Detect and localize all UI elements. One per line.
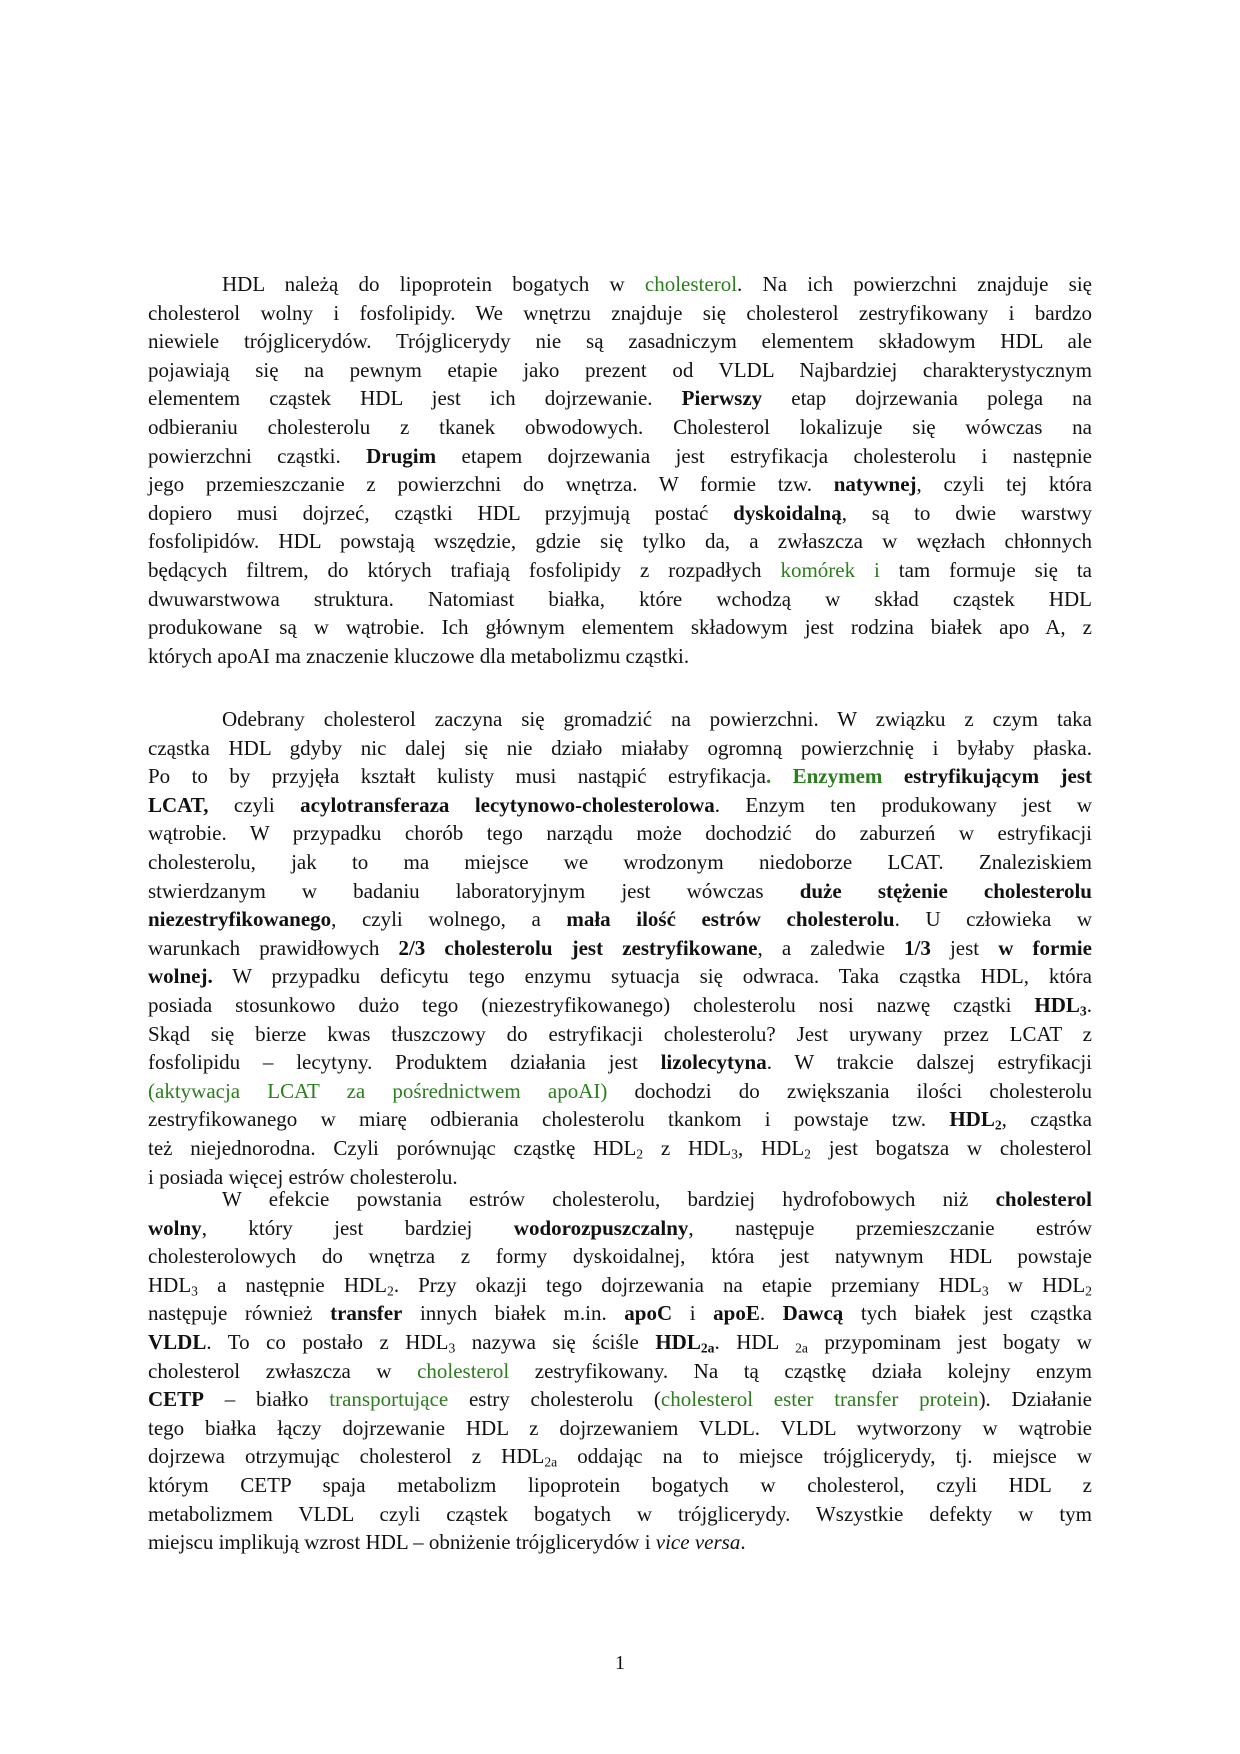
text-segment: 3 <box>981 1283 989 1299</box>
text-segment: . Enzym ten produkowany jest w <box>714 792 1093 817</box>
bold-text: w formie <box>998 935 1092 960</box>
text-line <box>148 1299 1092 1328</box>
text-segment: 2 <box>636 1146 644 1162</box>
text-segment: estry cholesterolu ( <box>448 1387 661 1412</box>
text-line <box>148 848 1092 877</box>
text-segment: ). Działanie <box>978 1387 1093 1412</box>
text-segment: jest bogatsza w cholesterol <box>810 1135 1092 1160</box>
text-segment: . <box>1086 992 1092 1017</box>
text-line <box>148 734 1092 763</box>
text-segment: 2a <box>544 1454 558 1470</box>
text-line <box>148 1385 1092 1414</box>
text-line <box>148 1214 1092 1243</box>
text-segment: pojawiają się na pewnym etapie jako prezent od VLDL Najbardziej charakterystycznym <box>148 357 1092 382</box>
text-segment: 2a <box>700 1340 715 1356</box>
text-segment: , czyli tej która <box>916 472 1092 497</box>
text-line <box>148 1328 1092 1357</box>
text-line <box>148 1471 1092 1500</box>
text-line <box>148 1105 1092 1134</box>
text-segment: HDL <box>148 1272 192 1297</box>
text-line <box>148 1357 1092 1386</box>
text-segment: warunkach prawidłowych <box>148 935 399 960</box>
text-segment: . W trakcie dalszej estryfikacji <box>766 1050 1092 1075</box>
text-segment: dochodzi do zwiększania ilości cholesterolu <box>607 1078 1092 1103</box>
text-segment: następuje również <box>148 1301 331 1326</box>
text-segment: , następuje przemieszczanie estrów <box>688 1215 1092 1240</box>
text-segment: W przypadku deficytu tego enzymu sytuacja się odwraca. Taka cząstka HDL, która <box>212 964 1092 989</box>
text-segment: elementem cząstek HDL jest ich dojrzewanie. <box>148 386 682 411</box>
text-line <box>148 1185 1092 1214</box>
text-segment: cholesterolu, jak to ma miejsce we wrodzonym niedoborze LCAT. Znaleziskiem <box>148 849 1092 874</box>
paragraph-esterification <box>148 705 1092 1191</box>
text-segment: w HDL <box>988 1272 1086 1297</box>
text-segment: 3 <box>731 1146 738 1162</box>
text-line <box>148 1077 1092 1106</box>
bold-text: Pierwszy <box>681 386 763 411</box>
text-line <box>148 1271 1092 1300</box>
text-line <box>148 585 1092 614</box>
text-segment: cholesterol wolny i fosfolipidy. We wnętrzu znajduje się cholesterol zestryfikowany i bardzo <box>148 300 1092 325</box>
highlighted-text: cholesterol <box>417 1358 510 1383</box>
bold-text: apoC <box>624 1301 673 1326</box>
text-line <box>148 819 1092 848</box>
text-segment: Odebrany cholesterol zaczyna się gromadzić na powierzchni. W związku z czym taka <box>222 707 1092 731</box>
text-segment: powierzchni cząstki. <box>148 443 367 468</box>
text-segment: 2 <box>1085 1283 1092 1299</box>
text-segment: 2 <box>804 1146 811 1162</box>
highlighted-text: (aktywacja LCAT za pośrednictwem apoAI) <box>148 1078 608 1103</box>
text-line <box>148 384 1092 413</box>
text-line <box>148 613 1092 642</box>
text-segment: nazywa się ściśle <box>455 1329 656 1354</box>
text-segment: , a zaledwie <box>757 935 905 960</box>
text-line <box>148 556 1092 585</box>
text-segment: będących filtrem, do których trafiają fosfolipidy z rozpadłych <box>148 557 781 582</box>
text-segment: 2 <box>386 1283 394 1299</box>
text-segment <box>882 764 903 788</box>
text-segment: innych białek m.in. <box>402 1301 625 1326</box>
text-line <box>148 442 1092 471</box>
text-segment: Skąd się bierze kwas tłuszczowy do estryfikacji cholesterolu? Jest urywany przez LCAT z <box>148 1021 1092 1046</box>
text-segment: też niejednorodna. Czyli porównując cząstkę HDL <box>148 1135 637 1160</box>
text-segment: i posiada więcej estrów cholesterolu. <box>148 1164 458 1189</box>
bold-text: HDL <box>655 1329 701 1354</box>
text-line <box>148 356 1092 385</box>
text-segment: fosfolipidu – lecytyny. Produktem działania jest <box>148 1050 661 1075</box>
text-segment: czyli <box>208 792 301 817</box>
text-segment: , czyli wolnego, a <box>331 907 567 932</box>
text-segment: jego przemieszczanie z powierzchni do wnętrza. W formie tzw. <box>148 472 834 497</box>
text-line <box>148 499 1092 528</box>
text-segment: a następnie HDL <box>198 1272 387 1297</box>
text-line <box>148 877 1092 906</box>
text-segment: . <box>740 1530 746 1555</box>
highlighted-text: cholesterol ester transfer protein <box>660 1387 979 1412</box>
text-segment: zestryfikowanego w miarę odbierania cholesterolu tkankom i powstaje tzw. <box>148 1107 950 1132</box>
text-line <box>148 762 1092 791</box>
text-segment: i <box>672 1301 714 1326</box>
text-line <box>148 934 1092 963</box>
text-segment: dwuwarstwowa struktura. Natomiast białka, które wchodzą w skład cząstek HDL <box>148 586 1092 611</box>
text-segment: jest <box>930 935 999 960</box>
text-segment: . Przy okazji tego dojrzewania na etapie przemiany HDL <box>393 1272 982 1297</box>
text-segment: produkowane są w wątrobie. Ich głównym elementem składowym jest rodzina białek apo A, z <box>148 615 1092 640</box>
highlighted-text: transportujące <box>329 1387 449 1412</box>
bold-text: niezestryfikowanego <box>148 907 332 932</box>
text-line <box>148 705 1092 734</box>
bold-text: estryfikującym jest <box>903 764 1092 789</box>
text-line <box>148 413 1092 442</box>
highlighted-text: komórek i <box>780 557 880 582</box>
text-line <box>148 299 1092 328</box>
highlighted-text: . Enzymem <box>765 764 883 789</box>
text-segment: przypominam jest bogaty w <box>807 1329 1092 1354</box>
text-segment: 3 <box>1079 1003 1087 1019</box>
bold-text: wolny <box>148 1215 202 1240</box>
text-segment: miejscu implikują wzrost HDL – obniżenie trójglicerydów i <box>148 1530 656 1555</box>
text-segment: , który jest bardziej <box>201 1215 514 1240</box>
bold-text: transfer <box>330 1301 403 1326</box>
text-segment: odbieraniu cholesterolu z tkanek obwodowych. Cholesterol lokalizuje się wówczas na <box>148 414 1092 439</box>
bold-text: wodorozpuszczalny <box>513 1215 689 1240</box>
bold-text: dyskoidalną <box>733 500 842 525</box>
text-segment: którym CETP spaja metabolizm lipoprotein bogatych w cholesterol, czyli HDL z <box>148 1472 1092 1497</box>
text-segment: niewiele trójglicerydów. Trójglicerydy nie są zasadniczym elementem składowym HDL ale <box>148 329 1092 354</box>
text-segment: W efekcie powstania estrów cholesterolu, bardziej hydrofobowych niż <box>222 1187 996 1211</box>
text-segment: posiada stosunkowo dużo tego (niezestryfikowanego) cholesterolu nosi nazwę cząstki <box>148 992 1035 1017</box>
text-line <box>148 1048 1092 1077</box>
bold-text: lizolecytyna <box>660 1050 767 1075</box>
bold-text: 2/3 cholesterolu jest zestryfikowane <box>398 935 758 960</box>
text-segment: – białko <box>204 1387 330 1412</box>
text-line <box>148 527 1092 556</box>
bold-text: HDL <box>1034 992 1080 1017</box>
bold-text: CETP <box>148 1387 205 1412</box>
text-segment: dopiero musi dojrzeć, cząstki HDL przyjmują postać <box>148 500 734 525</box>
text-segment: tego białka łączy dojrzewanie HDL z dojrzewaniem VLDL. VLDL wytworzony w wątrobie <box>148 1415 1092 1440</box>
text-segment: stwierdzanym w badaniu laboratoryjnym jest wówczas <box>148 878 800 903</box>
page-number: 1 <box>615 1652 625 1674</box>
bold-text: Dawcą <box>782 1301 844 1326</box>
text-line <box>148 1442 1092 1471</box>
text-segment: . Na ich powierzchni znajduje się <box>737 272 1092 296</box>
text-segment: cholesterol zwłaszcza w <box>148 1358 418 1383</box>
bold-text: 1/3 <box>904 935 931 960</box>
text-line <box>148 270 1092 299</box>
text-segment: metabolizmem VLDL czyli cząstek bogatych w trójglicerydy. Wszystkie defekty w tym <box>148 1501 1092 1526</box>
text-line <box>148 1500 1092 1529</box>
text-segment: . U człowieka w <box>894 907 1093 932</box>
text-segment: 3 <box>191 1283 198 1299</box>
text-segment: cholesterolowych do wnętrza z formy dyskoidalnej, która jest natywnym HDL powstaje <box>148 1244 1092 1269</box>
text-segment: zestryfikowany. Na tą cząstkę działa kolejny enzym <box>509 1358 1092 1383</box>
text-line <box>148 1528 1092 1557</box>
text-segment: fosfolipidów. HDL powstają wszędzie, gdzie się tylko da, a zwłaszcza w węzłach chłonnych <box>148 529 1092 554</box>
highlighted-text: cholesterol <box>644 272 738 296</box>
bold-text: wolnej. <box>148 964 213 989</box>
text-line <box>148 991 1092 1020</box>
bold-text: duże stężenie cholesterolu <box>799 878 1092 903</box>
text-segment: z HDL <box>643 1135 732 1160</box>
text-line <box>148 1134 1092 1163</box>
text-segment: Po to by przyjęła kształt kulisty musi nastąpić estryfikacja <box>148 764 766 789</box>
bold-text: natywnej <box>833 472 917 497</box>
text-segment: etapem dojrzewania jest estryfikacja cholesterolu i następnie <box>436 443 1093 468</box>
text-segment: oddając na to miejsce trójglicerydy, tj. miejsce w <box>557 1444 1092 1469</box>
text-segment: vice versa <box>655 1530 741 1555</box>
text-line <box>148 1414 1092 1443</box>
text-segment: , HDL <box>737 1135 805 1160</box>
text-segment: których apoAI ma znaczenie kluczowe dla metabolizmu cząstki. <box>148 643 690 668</box>
bold-text: mała ilość estrów cholesterolu <box>566 907 895 932</box>
text-segment: . To co postało z HDL <box>206 1329 449 1354</box>
bold-text: VLDL <box>148 1329 207 1354</box>
text-segment: cząstka HDL gdyby nic dalej się nie działo miałaby ogromną powierzchnię i byłaby płaska. <box>148 735 1092 760</box>
text-segment: , są to dwie warstwy <box>841 500 1092 525</box>
text-segment: , cząstka <box>1001 1107 1092 1132</box>
text-segment: tych białek jest cząstka <box>843 1301 1092 1326</box>
text-line <box>148 905 1092 934</box>
text-line <box>148 327 1092 356</box>
text-line <box>148 470 1092 499</box>
text-line <box>148 642 1092 671</box>
text-segment: . <box>759 1301 783 1326</box>
bold-text: cholesterol <box>995 1187 1092 1211</box>
text-segment: etap dojrzewania polega na <box>762 386 1092 411</box>
bold-text: Drugim <box>366 443 437 468</box>
text-segment: 2 <box>994 1117 1002 1133</box>
text-segment: tam formuje się ta <box>879 557 1092 582</box>
text-segment: 2a <box>795 1340 808 1356</box>
paragraph-hdl-maturation <box>148 1185 1092 1557</box>
paragraph-hdl-intro <box>148 270 1092 670</box>
text-line <box>148 791 1092 820</box>
bold-text: apoE <box>713 1301 760 1326</box>
text-line <box>148 1020 1092 1049</box>
text-segment: 3 <box>448 1340 456 1356</box>
text-segment: wątrobie. W przypadku chorób tego narządu może dochodzić do zaburzeń w estryfikacji <box>148 821 1092 846</box>
text-line <box>148 1242 1092 1271</box>
bold-text: LCAT, <box>148 792 209 817</box>
bold-text: acylotransferaza lecytynowo-cholesterolowa <box>300 792 715 817</box>
text-line <box>148 962 1092 991</box>
text-segment: dojrzewa otrzymując cholesterol z HDL <box>148 1444 545 1469</box>
text-segment: HDL należą do lipoprotein bogatych w <box>222 272 645 296</box>
bold-text: HDL <box>949 1107 995 1132</box>
text-segment: . HDL <box>714 1329 796 1354</box>
